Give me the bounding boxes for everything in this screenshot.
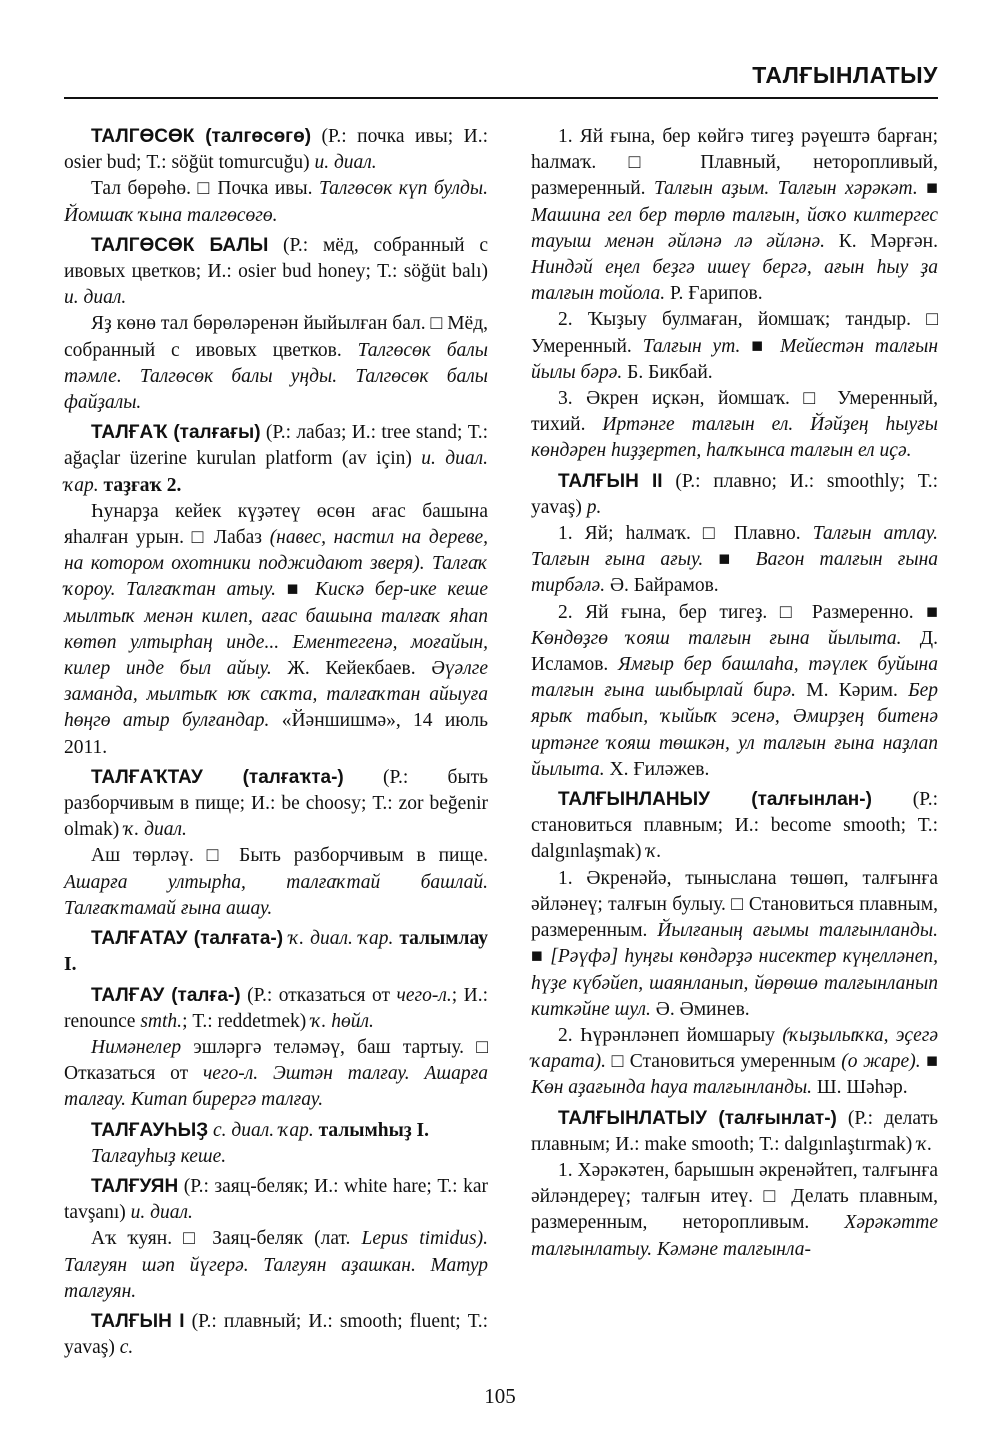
definition-text: М. Кәрим. bbox=[796, 680, 909, 702]
definition-text: 3. Әкрен иҫкән, йомшаҡ. □ Умеренный, тихий. bbox=[531, 388, 938, 436]
grammar-label: и. диал. ҡар. bbox=[64, 448, 488, 496]
example-text: Бер ярыҡ табып, ҡыйыҡ эсенә, Әмирҙең битенә иртәнге ҡояш төшкән, ул талғын ғына наҙлап йылыта. bbox=[531, 680, 938, 780]
definition-text: Яҙ көнө тал бөрөләренән йыйылған бал. □ Мёд, собранный с ивовых цветков. bbox=[64, 313, 488, 361]
definition-text: Х. Ғиләжев. bbox=[604, 758, 710, 780]
example-text: Ямғыр бер башлаһа, тәүлек буйына талғын ғына шыбырлай бирә. bbox=[531, 654, 938, 702]
entry-paragraph bbox=[64, 176, 488, 228]
headword-form: (талгөсөгө) bbox=[194, 126, 312, 147]
cross-reference: талымлау I. bbox=[64, 928, 489, 976]
definition-text: 1. Яй; һалмаҡ. □ Плавно. bbox=[558, 523, 813, 545]
entry-paragraph bbox=[64, 1035, 488, 1114]
dictionary-entry bbox=[64, 420, 488, 499]
definition-text: эшләргә теләмәү, баш тартыу. □ Отказаться от bbox=[64, 1036, 488, 1085]
definition-text: Д. Исламов. bbox=[531, 627, 938, 676]
headword-form: (талғағы) bbox=[167, 422, 261, 444]
definition-text: Ә. Байрамов. bbox=[605, 575, 719, 597]
entry-paragraph bbox=[531, 1023, 938, 1102]
grammar-label: и. диал. bbox=[130, 1202, 193, 1224]
dictionary-entry bbox=[64, 765, 488, 844]
entry-paragraph bbox=[64, 311, 488, 416]
grammar-label: с. диал. ҡар. bbox=[208, 1119, 314, 1141]
definition-text: (Р.: делать плавным; И.: make smooth; Т.: dalgınlaştırmak) bbox=[531, 1107, 938, 1155]
headword: ТАЛҒАТАУ bbox=[91, 928, 188, 950]
definition-text: (Р.: почка ивы; И.: osier bud; Т.: söğüt tomurcuğu) bbox=[64, 126, 488, 174]
headword-form: (талға-) bbox=[164, 984, 241, 1006]
definition-text: К. Мәрғән. bbox=[825, 230, 938, 252]
definition-text: (Р.: лабаз; И.: tree stand; Т.: ağaçlar üzerine kurulan platform (av için) bbox=[64, 422, 488, 470]
definition-text: Ш. Шәһәр. bbox=[812, 1077, 908, 1099]
grammar-label: smth. bbox=[140, 1010, 183, 1032]
entry-paragraph bbox=[531, 307, 938, 386]
definition-text: 1. Хәрәкәтен, барышын әкренәйтеп, талғынға әйләндереү; талғын итеү. □ Делать плавным, размеренным, неторопливым. bbox=[531, 1159, 938, 1234]
example-text: Ниндәй еңел беҙгә ишеү бергә, ағын һыу ҙа талғын тойола. bbox=[531, 257, 938, 305]
entry-paragraph bbox=[531, 600, 938, 783]
entry-paragraph bbox=[531, 521, 938, 600]
grammar-label: ҡ. bbox=[646, 841, 662, 863]
grammar-label: ҡ. bbox=[917, 1133, 933, 1155]
definition-text: (Р.: плавный; И.: smooth; fluent; Т.: yavaş) bbox=[64, 1310, 488, 1359]
headword-form: (талғынлат-) bbox=[706, 1107, 837, 1129]
example-text: (ҡыҙылыҡка, эҫегә ҡарата). bbox=[531, 1024, 938, 1073]
example-text: Талғын аҙым. Талғын хәрәкәт. ■ Машина гел бер төрлө талғын, йоҡо килтергес тауыш менән әйләнә лә әйләнә. bbox=[531, 178, 938, 252]
example-text: чего-л. Эштән талғау. Ашарға талғау. Китап бирергә талғау. bbox=[64, 1063, 488, 1111]
entry-paragraph bbox=[64, 843, 488, 922]
example-text: Талғын ут. ■ Мейестән талғын йылы бәрә. bbox=[531, 335, 938, 383]
headword-form: (талғынлан-) bbox=[709, 789, 872, 811]
definition-text: Ж. Кейекбаев. bbox=[271, 658, 432, 680]
dictionary-entry bbox=[64, 926, 488, 978]
definition-text: □ Становиться умеренным bbox=[605, 1051, 842, 1073]
grammar-label: р. bbox=[586, 496, 602, 518]
example-text: (навес, настил на дереве, на котором охотники поджидают зверя). Талғаҡ ҡороу. Талғаҡтан атыу. ■ Кискә бер-ике кеше мылтыҡ менән килеп, ағас башына талғаҡ яһап көтөп ултырһаң инде... Ементегенә, моғайын, килер инде был айыу. bbox=[64, 527, 488, 680]
definition-text: 1. Яй ғына, бер көйгә тигеҙ рәүештә барған; һалмаҡ. □ Плавный, неторопливый, размеренный. bbox=[531, 126, 938, 200]
headword: ТАЛҒАҠ bbox=[91, 422, 168, 444]
dictionary-entry bbox=[64, 233, 488, 312]
dictionary-entry bbox=[531, 787, 938, 866]
example-text: ■ Көндөҙгө ҡояш талғын ғына йылыта. bbox=[531, 601, 938, 649]
dictionary-entry bbox=[64, 983, 488, 1035]
entry-paragraph bbox=[531, 124, 938, 307]
entry-paragraph bbox=[64, 1226, 488, 1305]
definition-text: (Р.: быть разборчивым в пище; И.: be choosy; Т.: zor beğenir olmak) bbox=[64, 766, 488, 841]
headword: ТАЛҒАУҺЫҘ bbox=[91, 1119, 209, 1141]
example-text: Талгөсөк балы тәмле. Талгөсөк балы уңды. Талгөсөк балы файҙалы. bbox=[64, 339, 488, 414]
definition-text: ; Т.: reddetmek) bbox=[182, 1010, 312, 1032]
left-column bbox=[64, 124, 488, 1361]
grammar-label: ҡ. диал. ҡар. bbox=[289, 928, 394, 950]
headword: ТАЛҒАУ bbox=[91, 984, 165, 1006]
entry-paragraph bbox=[64, 1144, 488, 1170]
headword: ТАЛҒЫНЛАНЫУ bbox=[558, 789, 710, 811]
grammar-label: чего-л. bbox=[396, 984, 452, 1006]
example-text: Иртәнге талғын ел. Йәйҙең һыуғы көндәрен һиҙҙертеп, һалҡынса талғын ел иҫә. bbox=[531, 414, 938, 462]
dictionary-entry bbox=[64, 1309, 488, 1361]
headword: ТАЛГӨСӨК БАЛЫ bbox=[91, 234, 269, 256]
running-head: ТАЛҒЫНЛАТЫУ bbox=[752, 62, 938, 88]
example-text: Йылғаның ағымы талғынланды. ■ [Рәүфә] һуңғы көндәрҙә нисектер күңелләнеп, һүҙе күбәйеп, шаянланып, йөрөшө талғынланып киткәйне шул. bbox=[531, 920, 938, 1020]
dictionary-entry bbox=[531, 469, 938, 521]
definition-text: 1. Әкренәйә, тыныслана төшөп, талғынға әйләнеү; талғын булыу. □ Становиться плавным, размеренным. bbox=[531, 867, 938, 942]
definition-text: Һунарҙа кейек күҙәтеү өсөн ағас башына яһалған урын. □ Лабаз bbox=[64, 500, 488, 549]
entry-paragraph bbox=[531, 866, 938, 1023]
definition-text: (Р.: плавно; И.: smoothly; Т.: yavaş) bbox=[531, 470, 938, 518]
entry-paragraph bbox=[531, 386, 938, 465]
headword-form: (талғаҡта-) bbox=[202, 766, 344, 788]
headword: ТАЛҒЫН I bbox=[91, 1310, 185, 1332]
definition-text: Б. Бикбай. bbox=[622, 361, 713, 383]
definition-text: 2. Ҡыҙыу булмаған, йомшаҡ; тандыр. □ Умеренный. bbox=[531, 309, 938, 357]
headword-form: (талғата-) bbox=[187, 928, 284, 950]
definition-text: (Р.: отказаться от bbox=[240, 984, 397, 1006]
definition-text: Тал бөрөһө. □ Почка ивы. bbox=[91, 178, 319, 200]
entry-paragraph bbox=[531, 1158, 938, 1263]
definition-text: Ә. Әминев. bbox=[650, 998, 750, 1020]
example-text: (о жаре). ■ Көн аҙағында һауа талғынланды. bbox=[531, 1051, 938, 1099]
definition-text: Аш төрләү. □ Быть разборчивым в пище. bbox=[91, 845, 488, 867]
example-text: Талғын атлау. Талғын ғына ағыу. ■ Вагон талғын ғына тирбәлә. bbox=[531, 523, 938, 597]
example-text: Әүәлге заманда, мылтыҡ юҡ саҡта, талғаҡтан айыуға һөңгө атыр булғандар. bbox=[64, 658, 488, 732]
definition-text: 2. Яй ғына, бер тигеҙ. □ Размеренно. bbox=[558, 601, 927, 623]
dictionary-entry bbox=[531, 1106, 938, 1158]
definition-text: Р. Ғарипов. bbox=[665, 283, 763, 305]
grammar-label: с. bbox=[119, 1337, 134, 1359]
header-rule bbox=[64, 97, 938, 99]
grammar-label: ҡ. диал. bbox=[124, 819, 187, 841]
dictionary-entry bbox=[64, 1118, 488, 1144]
definition-text: «Йәншишмә», 14 июль 2011. bbox=[64, 710, 488, 758]
example-text: Нимәнелер bbox=[91, 1036, 182, 1058]
example-text: Ашарға ултырһа, талғаҡтай башлай. Талғаҡтамай ғына ашау. bbox=[64, 871, 488, 919]
headword: ТАЛҒУЯН bbox=[91, 1175, 179, 1197]
grammar-label: и. диал. bbox=[64, 287, 127, 309]
definition-text: ; И.: renounce bbox=[64, 984, 489, 1032]
definition-text: (Р.: мёд, собранный с ивовых цветков; И.: osier bud honey; Т.: söğüt balı) bbox=[64, 234, 489, 283]
example-text: Хәрәкәтте талғынлатыу. Кәмәне талғынла- bbox=[531, 1212, 938, 1260]
page-number: 105 bbox=[484, 1384, 516, 1408]
headword: ТАЛҒЫНЛАТЫУ bbox=[558, 1107, 707, 1129]
definition-text: Аҡ ҡуян. □ Заяц-беляк (лат. bbox=[91, 1228, 362, 1250]
grammar-label: ҡ. һөйл. bbox=[311, 1010, 374, 1032]
dictionary-entry bbox=[64, 1174, 488, 1226]
example-text: Талғауһыҙ кеше. bbox=[91, 1145, 227, 1167]
cross-reference: таҙғаҡ 2. bbox=[98, 474, 182, 496]
definition-text: (Р.: заяц-беляк; И.: white hare; Т.: kar tavşanı) bbox=[64, 1175, 488, 1224]
grammar-label: и. диал. bbox=[314, 152, 377, 174]
headword: ТАЛГӨСӨК bbox=[91, 126, 195, 147]
cross-reference: талымһыҙ I. bbox=[313, 1119, 430, 1141]
right-column bbox=[531, 124, 938, 1263]
dictionary-entry bbox=[64, 124, 488, 176]
definition-text: (Р.: становиться плавным; И.: become smooth; Т.: dalgınlaşmak) bbox=[531, 789, 938, 863]
example-text: Lepus timidus). Талғуян шәп йүгерә. Талғуян аҙашкан. Матур талғуян. bbox=[64, 1228, 488, 1302]
headword: ТАЛҒАҠТАУ bbox=[91, 766, 203, 788]
headword: ТАЛҒЫН II bbox=[558, 470, 663, 492]
definition-text: 2. Һүрәнләнеп йомшарыу bbox=[558, 1024, 783, 1046]
entry-paragraph bbox=[64, 499, 488, 761]
example-text: Талгөсөк күп булды. Йомшаҡ ҡына талгөсөгө. bbox=[64, 178, 488, 226]
